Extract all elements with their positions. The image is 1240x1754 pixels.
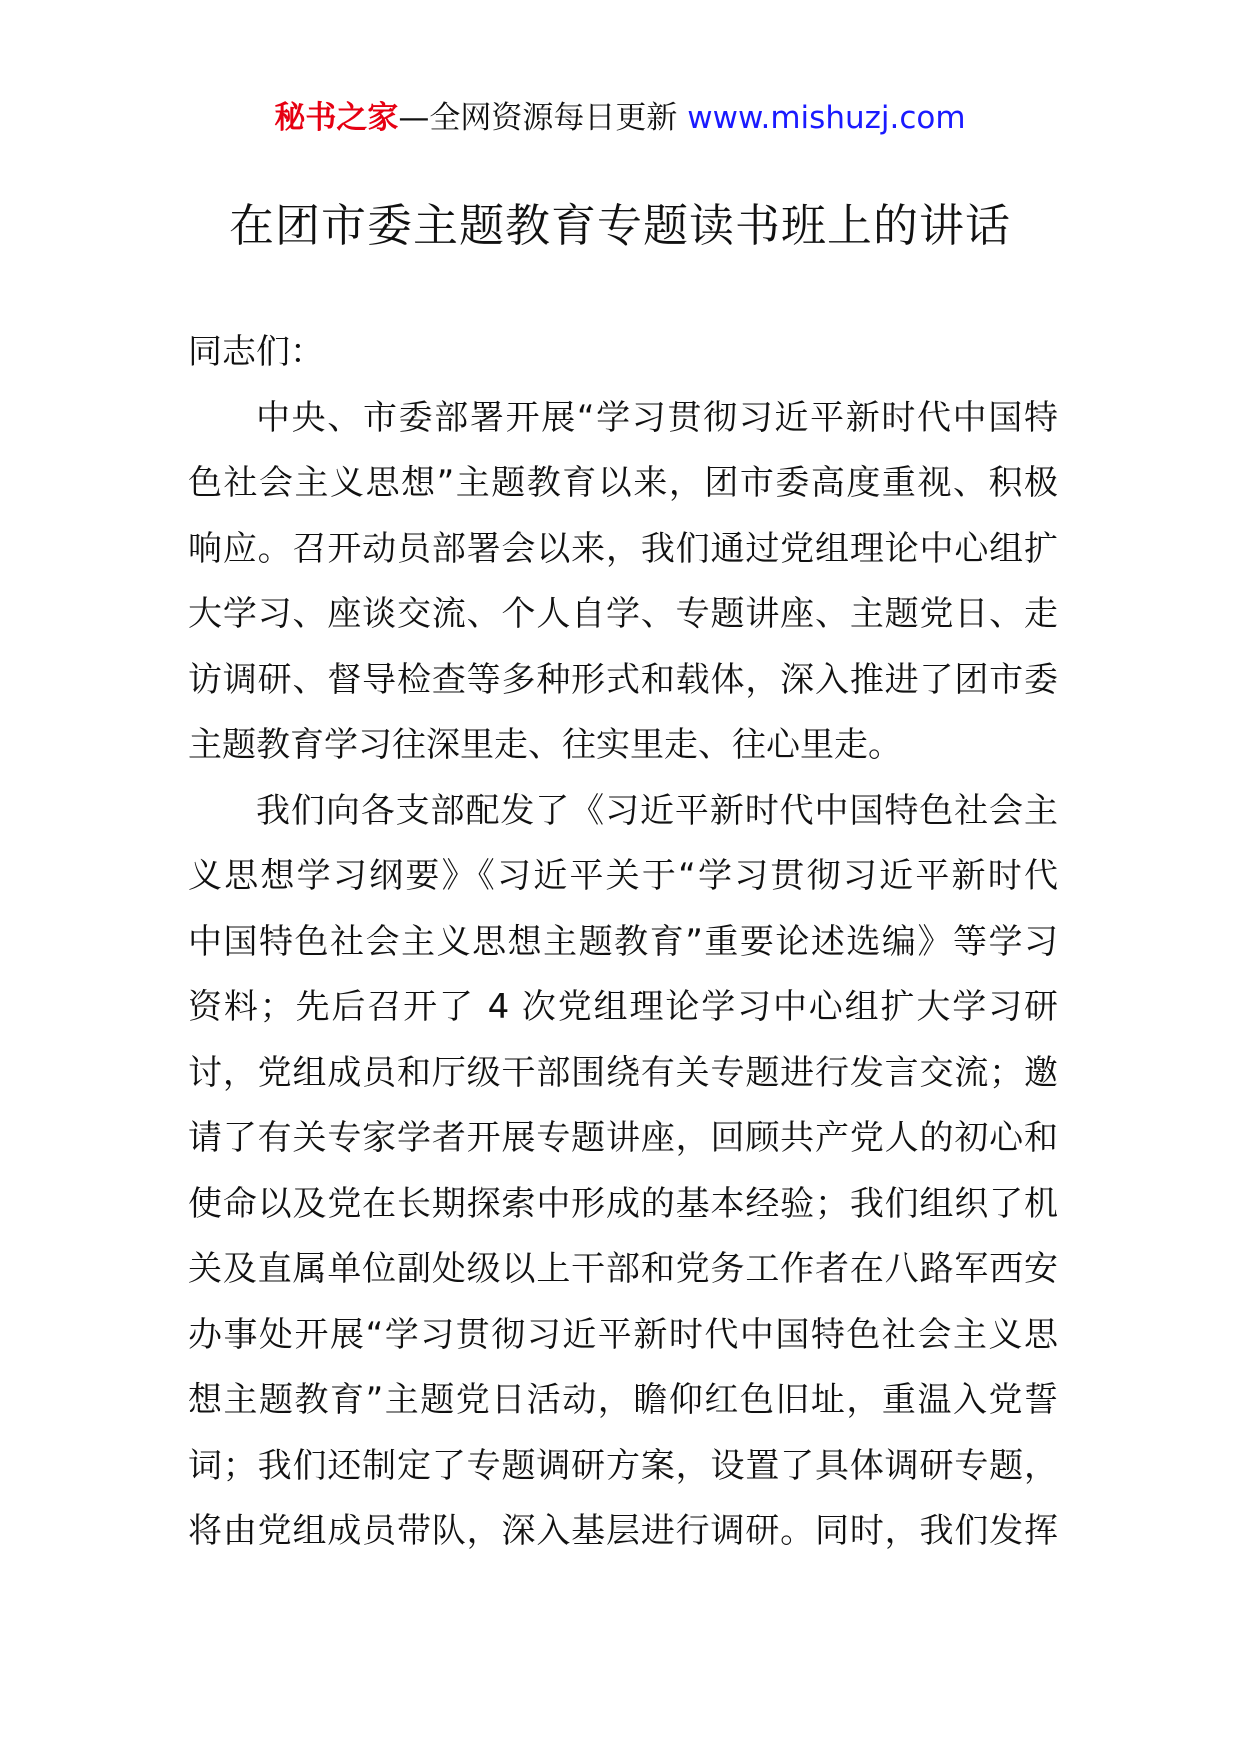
brand-name: 秘书之家 [274, 100, 399, 136]
document-body [188, 320, 1058, 1565]
salutation: 同志们： [188, 332, 324, 372]
paragraph-2-line: 关及直属单位副处级以上干部和党务工作者在八路军西安 [188, 1249, 1058, 1289]
paragraph-1-line: 访调研、督导检查等多种形式和载体，深入推进了团市委 [188, 659, 1058, 700]
site-url-link[interactable]: www.mishuzj.com [687, 100, 966, 136]
paragraph-2-line: 资料；先后召开了 4 次党组理论学习中心组扩大学习研 [188, 987, 1058, 1027]
paragraph-2-line: 想主题教育”主题党日活动，瞻仰红色旧址，重温入党誓 [188, 1380, 1058, 1420]
paragraph-1-line: 主题教育学习往深里走、往实里走、往心里走。 [188, 725, 902, 765]
paragraph-2-line: 将由党组成员带队，深入基层进行调研。同时，我们发挥 [188, 1511, 1058, 1551]
paragraph-1-line: 响应。召开动员部署会以来，我们通过党组理论中心组扩 [188, 528, 1058, 569]
paragraph-2-line: 义思想学习纲要》《习近平关于“学习贯彻习近平新时代 [188, 856, 1058, 896]
paragraph-1-line: 大学习、座谈交流、个人自学、专题讲座、主题党日、走 [188, 594, 1058, 634]
paragraph-2-line: 办事处开展“学习贯彻习近平新时代中国特色社会主义思 [188, 1314, 1058, 1355]
paragraph-2-line: 我们向各支部配发了《习近平新时代中国特色社会主 [256, 790, 1058, 831]
paragraph-2-line: 讨，党组成员和厅级干部围绕有关专题进行发言交流；邀 [188, 1052, 1058, 1093]
paragraph-2-line: 使命以及党在长期探索中形成的基本经验；我们组织了机 [188, 1183, 1058, 1224]
header-tagline: —全网资源每日更新 [398, 100, 688, 136]
document-title: 在团市委主题教育专题读书班上的讲话 [228, 199, 1011, 252]
paragraph-2-line: 中国特色社会主义思想主题教育”重要论述选编》等学习 [188, 921, 1058, 962]
paragraph-1-line: 色社会主义思想”主题教育以来，团市委高度重视、积极 [188, 463, 1058, 503]
paragraph-2-line: 词；我们还制定了专题调研方案，设置了具体调研专题， [188, 1445, 1058, 1486]
site-header [0, 98, 1240, 138]
paragraph-2-line: 请了有关专家学者开展专题讲座，回顾共产党人的初心和 [188, 1118, 1058, 1158]
paragraph-1-line: 中央、市委部署开展“学习贯彻习近平新时代中国特 [256, 397, 1058, 438]
